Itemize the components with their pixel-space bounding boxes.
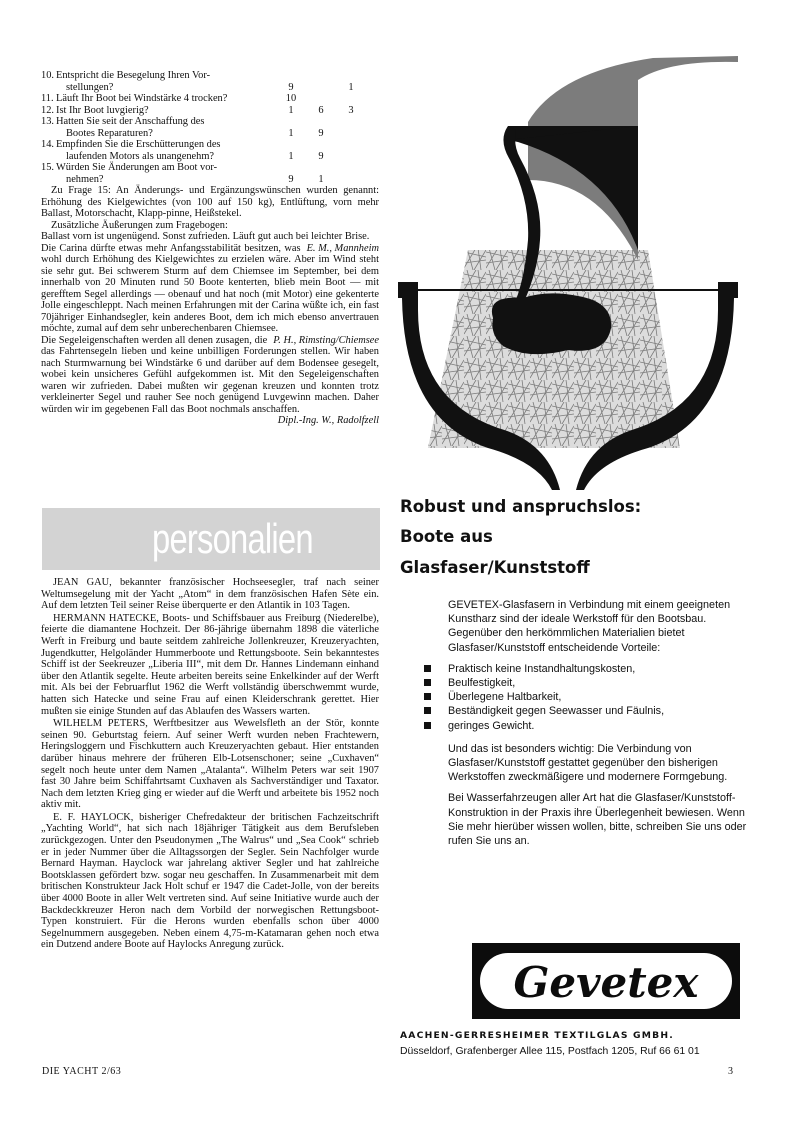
- personalien-banner: [42, 508, 380, 570]
- ad-intro: GEVETEX-Glasfasern in Verbindung mit einem geeigneten Kunstharz sind der ideale Werkstoff für den Bootsbau. Gegenüber den herkömmlichen Materialien bietet Glasfaser/Kunststoff entscheidende Vorteile:: [448, 599, 731, 654]
- list-item: geringes Gewicht.: [424, 719, 748, 733]
- survey-row: 14. Empfinden Sie die Erschütterungen des laufenden Motors als unangenehm? 1 9: [41, 139, 324, 162]
- ad-closing: Bei Wasserfahrzeugen aller Art hat die Glasfaser/Kunststoff-Konstruktion in der Praxis ihre Überlegenheit bewiesen. Wenn Sie mehr hierüber wissen wollen, bitte, schreiben Sie uns oder rufen Sie uns an.: [448, 792, 747, 848]
- paragraph: Zu Frage 15: An Änderungs- und Ergänzungswünschen wurden genannt: Erhöhung des Kielgewichtes (von 100 auf 150 kg), Entlüftung, vorn mehr Ballast, Motorschacht, Klapp-pinne, Heißstekel.: [41, 185, 379, 219]
- logo-text: Gevetex: [513, 958, 699, 1007]
- personalien-section: [41, 577, 379, 952]
- ad-body: [448, 598, 748, 855]
- letter-paragraph: Die Segeleigenschaften werden all denen zusagen, die das Fahrtensegeln lieben und keine unbilligen Forderungen stellen. Wir haben nach Sturmwarnung bei Windstärke 6 und darüber auf dem Bodensee gesegelt, wobei kein unsicheres Gefühl aufgekommen ist. Mit den Segeleigenschaften waren wir zufrieden. Dabei mußten wir gegenan kreuzen und konnten trotz verkleinerter Segel und rauher See noch genügend Luvgewinn machen. Daher würden wir im gegebenen Fall das Boot nochmals anschaffen. Dipl.-Ing. W., Radolfzell: [41, 334, 379, 426]
- personalien-item: HERMANN HATECKE, Boots- und Schiffsbauer aus Freiburg (Niederelbe), feierte die diamantene Hochzeit. Der 86-jährige übernahm 1898 die väterliche Werft in Freiburg und baute seitdem zahlreiche Jollenkreuzer, Kreuzeryachten, Jugendkutter, Helgoländer Hummerboote und Rettungsboote. Sein bekanntestes Schiff ist der Seekreuzer „Liberia III“, mit dem Dr. Hannes Lindemann einhand über den Atlantik segelte. Heute arbeiten bereits seine Enkelkinder auf der Werft mit. Als bei der Februarflut 1962 die Werft vollständig überschwemmt wurde, hatten sich Hatecke und seine Frau auf einen Kleiderschrank gerettet. Hier mußten sie einige Stunden auf das Ablaufen des Wassers warten.: [41, 612, 379, 717]
- survey-row: 10. Entspricht die Besegelung Ihren Vor- stellungen? 9 1: [41, 70, 354, 93]
- ad-headline: Glasfaser/Kunststoff: [400, 558, 590, 577]
- survey-row: 13. Hatten Sie seit der Anschaffung des Bootes Reparaturen? 1 9: [41, 116, 324, 139]
- personalien-title: personalien: [152, 515, 313, 562]
- ad-important: Und das ist besonders wichtig: Die Verbindung von Glasfaser/Kunststoff gestattet gegenüber den bisherigen Werkstoffen zweckmäßigere und modernere Formgebung.: [448, 742, 728, 784]
- resin-puddle: [492, 293, 611, 354]
- letter-paragraph: Ballast vorn ist ungenügend. Sonst zufrieden. Läuft gut auch bei leichter Brise. E. M., Mannheim: [41, 231, 379, 254]
- page-number: 3: [728, 1066, 733, 1077]
- survey-row: 12. Ist Ihr Boot luvgierig? 1 6 3: [41, 104, 354, 116]
- letter-paragraph: Die Carina dürfte etwas mehr Anfangsstabilität besitzen, was wohl durch Erhöhung des Kielgewichtes zu erzielen wäre. Aber im Wind steht sie sehr gut. Bei schwerem Sturm auf dem Chiemsee im September, bei dem innerhalb von 20 Minuten rund 50 Boote kenterten, blieb mein Boot — mit gerefftem Segel allerdings — obenauf und hat noch (mit Motor) eine gekenterte Jolle eingeschleppt. Nach meinen Erfahrungen mit der Carina wüßte ich, ein fast 70jähriger Einhandsegler, kein anderes Boot, dem ich mich ebenso anvertrauen möchte, zumal auf dem sehr unberechenbaren Chiemsee. P. H., Rimsting/Chiemsee: [41, 242, 379, 346]
- list-item: Beulfestigkeit,: [424, 676, 748, 690]
- list-item: Überlegene Haltbarkeit,: [424, 690, 748, 704]
- ad-headline: Boote aus: [400, 527, 493, 546]
- signature: Dipl.-Ing. W., Radolfzell: [277, 415, 379, 426]
- boat-illustration: [398, 50, 738, 490]
- company-name: AACHEN-GERRESHEIMER TEXTILGLAS GMBH.: [400, 1030, 674, 1041]
- ad-headline: Robust und anspruchslos:: [400, 497, 642, 516]
- survey-row: 11. Läuft Ihr Boot bei Windstärke 4 trocken? 10: [41, 93, 297, 104]
- signature: P. H., Rimsting/Chiemsee: [273, 334, 379, 346]
- gevetex-logo: [472, 943, 740, 1019]
- personalien-item: JEAN GAU, bekannter französischer Hochseesegler, traf nach seiner Weltumsegelung mit der Yacht „Atom“ in dem französischen Hafen Sète ein. Auf dem letzten Teil seiner Reise überquerte er den Atlantik in 103 Tagen.: [41, 577, 379, 612]
- company-address: Düsseldorf, Grafenberger Allee 115, Postfach 1205, Ruf 66 61 01: [400, 1046, 700, 1057]
- ad-benefits-list: [448, 662, 748, 733]
- article-column: [41, 70, 379, 427]
- survey-row: 15. Würden Sie Änderungen am Boot vor- nehmen? 9 1: [41, 162, 324, 185]
- list-item: Beständigkeit gegen Seewasser und Fäulnis,: [424, 704, 748, 718]
- signature: E. M., Mannheim: [306, 242, 379, 254]
- magazine-footer: DIE YACHT 2/63: [42, 1066, 122, 1077]
- paragraph: Zusätzliche Äußerungen zum Fragebogen:: [51, 219, 228, 231]
- list-item: Praktisch keine Instandhaltungskosten,: [424, 662, 748, 676]
- personalien-item: WILHELM PETERS, Werftbesitzer aus Wewelsfleth an der Stör, konnte seinen 90. Geburtstag feiern. Auf seiner Werft wurden neben Frachtewern, Heringsloggern und Fischkuttern auch Kreuzeryachten gebaut. Hier entstanden darüber hinaus mehrere der früheren Elb-Lotsenschoner; seine „Cuxhaven“ segelt noch heute unter dem Namen „Atalanta“. Wilhelm Peters war seit 1907 fast 30 Jahre beim Schiffahrtsamt Cuxhaven als Sachverständiger und Taxator. Nach dem letzten Krieg ging er wieder auf die Werft und arbeitete bis 1952 noch aktiv mit.: [41, 718, 379, 811]
- personalien-item: E. F. HAYLOCK, bisheriger Chefredakteur der britischen Fachzeitschrift „Yachting World“, hat sich nach 18jähriger Tätigkeit aus dem Berufsleben zurückgezogen. Unter den Pseudonymen „The Walrus“ und „Sea Cook“ schrieb er in jeder Nummer über die Alltagssorgen der Segler. Sein Nachfolger wurde Bernard Hayman. Hayclock war jahrelang aktiver Segler und hat zahlreiche Bootsklassen gefördert bzw. sogar neu geschaffen. In Zusammenarbeit mit dem britischen Konstrukteur Jack Holt schuf er 1947 die Cadet-Jolle, von der bereits über 4000 Boote in aller Welt vertreten sind. Auf seine Initiative wurde auch der Backdeckkreuzer Heron nach dem Vorbild der norwegischen Rettungsboot-Typen konstruiert. Für die Herons wurden ebenfalls schon über 4000 Segelnummern ausgegeben. Neben einem 4,75-m-Katamaran gehen noch etwa ein Dutzend andere Boote auf Haylocks Anregung zurück.: [41, 811, 379, 951]
- survey-table: [41, 70, 379, 185]
